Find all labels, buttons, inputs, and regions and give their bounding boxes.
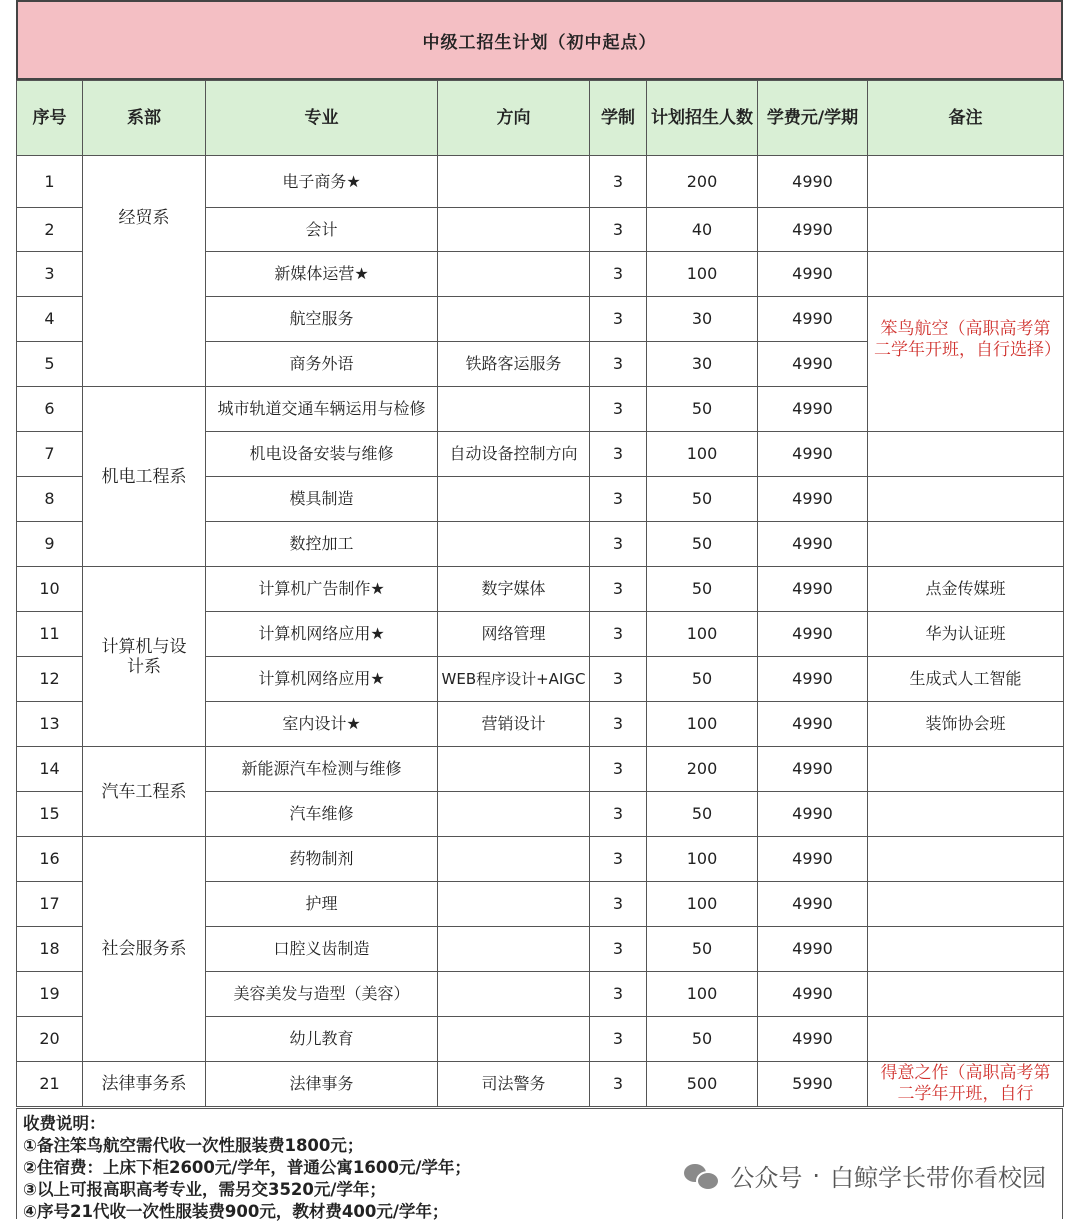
cell-fee: 4990	[758, 837, 868, 882]
cell-direction	[438, 252, 590, 297]
table-title: 中级工招生计划（初中起点）	[16, 0, 1063, 80]
header-seq: 序号	[17, 81, 83, 156]
cell-remark	[868, 927, 1064, 972]
cell-major: 数控加工	[206, 522, 438, 567]
cell-direction: 网络管理	[438, 612, 590, 657]
cell-seq: 3	[17, 252, 83, 297]
cell-seq: 12	[17, 657, 83, 702]
cell-plan: 50	[647, 522, 758, 567]
cell-remark	[868, 792, 1064, 837]
cell-years: 3	[590, 612, 647, 657]
cell-fee: 4990	[758, 702, 868, 747]
cell-years: 3	[590, 297, 647, 342]
cell-plan: 200	[647, 747, 758, 792]
cell-remark: 装饰协会班	[868, 702, 1064, 747]
cell-direction: 数字媒体	[438, 567, 590, 612]
cell-seq: 7	[17, 432, 83, 477]
cell-major: 城市轨道交通车辆运用与检修	[206, 387, 438, 432]
cell-major: 新媒体运营★	[206, 252, 438, 297]
cell-seq: 5	[17, 342, 83, 387]
cell-plan: 50	[647, 657, 758, 702]
header-dept: 系部	[83, 81, 206, 156]
cell-fee: 4990	[758, 297, 868, 342]
cell-fee: 4990	[758, 477, 868, 522]
cell-plan: 500	[647, 1062, 758, 1107]
cell-years: 3	[590, 927, 647, 972]
cell-seq: 1	[17, 156, 83, 208]
cell-direction	[438, 477, 590, 522]
cell-remark	[868, 837, 1064, 882]
cell-plan: 100	[647, 612, 758, 657]
cell-years: 3	[590, 342, 647, 387]
table-row	[17, 1062, 1064, 1107]
header-remark: 备注	[868, 81, 1064, 156]
cell-major: 新能源汽车检测与维修	[206, 747, 438, 792]
cell-years: 3	[590, 747, 647, 792]
cell-major: 汽车维修	[206, 792, 438, 837]
dept-cell: 汽车工程系	[83, 747, 206, 837]
cell-direction	[438, 208, 590, 252]
cell-remark	[868, 882, 1064, 927]
cell-direction: 铁路客运服务	[438, 342, 590, 387]
cell-plan: 100	[647, 837, 758, 882]
cell-fee: 4990	[758, 612, 868, 657]
cell-fee: 4990	[758, 747, 868, 792]
note-item: ④序号21代收一次性服装费900元，教材费400元/学年；	[23, 1202, 449, 1221]
header-fee: 学费元/学期	[758, 81, 868, 156]
cell-seq: 2	[17, 208, 83, 252]
cell-years: 3	[590, 792, 647, 837]
cell-plan: 40	[647, 208, 758, 252]
cell-remark	[868, 1017, 1064, 1062]
cell-major: 电子商务★	[206, 156, 438, 208]
header-plan: 计划招生人数	[647, 81, 758, 156]
cell-fee: 4990	[758, 156, 868, 208]
cell-fee: 4990	[758, 567, 868, 612]
cell-seq: 4	[17, 297, 83, 342]
cell-years: 3	[590, 208, 647, 252]
cell-direction	[438, 387, 590, 432]
cell-direction: 司法警务	[438, 1062, 590, 1107]
cell-fee: 4990	[758, 927, 868, 972]
cell-plan: 100	[647, 252, 758, 297]
cell-direction	[438, 1017, 590, 1062]
cell-plan: 30	[647, 297, 758, 342]
cell-fee: 4990	[758, 522, 868, 567]
cell-plan: 50	[647, 567, 758, 612]
cell-major: 口腔义齿制造	[206, 927, 438, 972]
header-years: 学制	[590, 81, 647, 156]
cell-direction	[438, 882, 590, 927]
cell-years: 3	[590, 522, 647, 567]
cell-fee: 4990	[758, 208, 868, 252]
cell-seq: 15	[17, 792, 83, 837]
cell-direction	[438, 792, 590, 837]
dept-cell: 计算机与设计系	[83, 567, 206, 747]
cell-plan: 100	[647, 882, 758, 927]
watermark-label: 公众号	[730, 1164, 803, 1192]
cell-major: 幼儿教育	[206, 1017, 438, 1062]
cell-years: 3	[590, 387, 647, 432]
note-item: ①备注笨鸟航空需代收一次性服装费1800元；	[23, 1136, 364, 1155]
cell-major: 航空服务	[206, 297, 438, 342]
cell-direction: WEB程序设计+AIGC	[438, 657, 590, 702]
cell-remark	[868, 747, 1064, 792]
enrollment-table	[16, 80, 1064, 1107]
cell-fee: 4990	[758, 657, 868, 702]
cell-plan: 200	[647, 156, 758, 208]
cell-remark: 华为认证班	[868, 612, 1064, 657]
cell-major: 法律事务	[206, 1062, 438, 1107]
cell-plan: 50	[647, 477, 758, 522]
cell-years: 3	[590, 837, 647, 882]
cell-seq: 21	[17, 1062, 83, 1107]
cell-remark: 点金传媒班	[868, 567, 1064, 612]
cell-remark	[868, 477, 1064, 522]
cell-seq: 8	[17, 477, 83, 522]
cell-seq: 6	[17, 387, 83, 432]
cell-seq: 9	[17, 522, 83, 567]
cell-seq: 11	[17, 612, 83, 657]
cell-direction: 自动设备控制方向	[438, 432, 590, 477]
cell-direction: 营销设计	[438, 702, 590, 747]
dept-cell: 社会服务系	[83, 837, 206, 1062]
cell-years: 3	[590, 477, 647, 522]
cell-fee: 5990	[758, 1062, 868, 1107]
cell-plan: 100	[647, 432, 758, 477]
table-row	[17, 156, 1064, 208]
cell-fee: 4990	[758, 792, 868, 837]
cell-remark	[868, 972, 1064, 1017]
watermark	[684, 1158, 1046, 1193]
cell-years: 3	[590, 1062, 647, 1107]
cell-seq: 13	[17, 702, 83, 747]
cell-remark-law: 得意之作（高职高考第二学年开班，自行	[868, 1062, 1064, 1107]
notes-heading: 收费说明：	[23, 1114, 106, 1133]
cell-plan: 50	[647, 927, 758, 972]
cell-remark	[868, 522, 1064, 567]
cell-fee: 4990	[758, 252, 868, 297]
cell-direction	[438, 156, 590, 208]
cell-years: 3	[590, 882, 647, 927]
cell-remark	[868, 432, 1064, 477]
cell-major: 美容美发与造型（美容）	[206, 972, 438, 1017]
cell-seq: 14	[17, 747, 83, 792]
table-row	[17, 837, 1064, 882]
cell-direction	[438, 297, 590, 342]
wechat-icon	[684, 1162, 718, 1190]
header-direction: 方向	[438, 81, 590, 156]
cell-years: 3	[590, 567, 647, 612]
cell-major: 机电设备安装与维修	[206, 432, 438, 477]
cell-seq: 18	[17, 927, 83, 972]
cell-fee: 4990	[758, 342, 868, 387]
cell-plan: 50	[647, 1017, 758, 1062]
cell-seq: 20	[17, 1017, 83, 1062]
cell-major: 商务外语	[206, 342, 438, 387]
cell-years: 3	[590, 702, 647, 747]
dept-cell: 机电工程系	[83, 387, 206, 567]
cell-seq: 19	[17, 972, 83, 1017]
cell-major: 计算机网络应用★	[206, 612, 438, 657]
cell-direction	[438, 837, 590, 882]
cell-direction	[438, 927, 590, 972]
cell-years: 3	[590, 1017, 647, 1062]
cell-fee: 4990	[758, 1017, 868, 1062]
cell-years: 3	[590, 432, 647, 477]
cell-remark: 生成式人工智能	[868, 657, 1064, 702]
dept-cell: 法律事务系	[83, 1062, 206, 1107]
cell-major: 室内设计★	[206, 702, 438, 747]
cell-seq: 10	[17, 567, 83, 612]
cell-major: 计算机广告制作★	[206, 567, 438, 612]
cell-direction	[438, 747, 590, 792]
cell-major: 计算机网络应用★	[206, 657, 438, 702]
cell-remark	[868, 252, 1064, 297]
cell-years: 3	[590, 972, 647, 1017]
cell-major: 模具制造	[206, 477, 438, 522]
cell-major: 护理	[206, 882, 438, 927]
table-row	[17, 747, 1064, 792]
note-item: ③以上可报高职高考专业，需另交3520元/学年；	[23, 1180, 386, 1199]
cell-major: 药物制剂	[206, 837, 438, 882]
enrollment-plan-sheet	[16, 0, 1063, 1107]
cell-fee: 4990	[758, 882, 868, 927]
cell-years: 3	[590, 252, 647, 297]
cell-seq: 17	[17, 882, 83, 927]
cell-remark	[868, 208, 1064, 252]
cell-fee: 4990	[758, 387, 868, 432]
dept-cell: 经贸系	[83, 156, 206, 387]
watermark-dot: ·	[812, 1161, 820, 1190]
cell-fee: 4990	[758, 432, 868, 477]
cell-plan: 100	[647, 972, 758, 1017]
table-row	[17, 567, 1064, 612]
cell-years: 3	[590, 156, 647, 208]
cell-direction	[438, 972, 590, 1017]
header-row	[17, 81, 1064, 156]
header-major: 专业	[206, 81, 438, 156]
cell-plan: 30	[647, 342, 758, 387]
cell-plan: 50	[647, 387, 758, 432]
cell-years: 3	[590, 657, 647, 702]
cell-major: 会计	[206, 208, 438, 252]
cell-plan: 50	[647, 792, 758, 837]
cell-seq: 16	[17, 837, 83, 882]
watermark-account: 白鲸学长带你看校园	[830, 1164, 1046, 1192]
cell-remark-aviation: 笨鸟航空（高职高考第二学年开班，自行选择）	[868, 297, 1064, 432]
note-item: ②住宿费：上床下柜2600元/学年，普通公寓1600元/学年；	[23, 1158, 471, 1177]
cell-fee: 4990	[758, 972, 868, 1017]
cell-direction	[438, 522, 590, 567]
cell-remark	[868, 156, 1064, 208]
cell-plan: 100	[647, 702, 758, 747]
